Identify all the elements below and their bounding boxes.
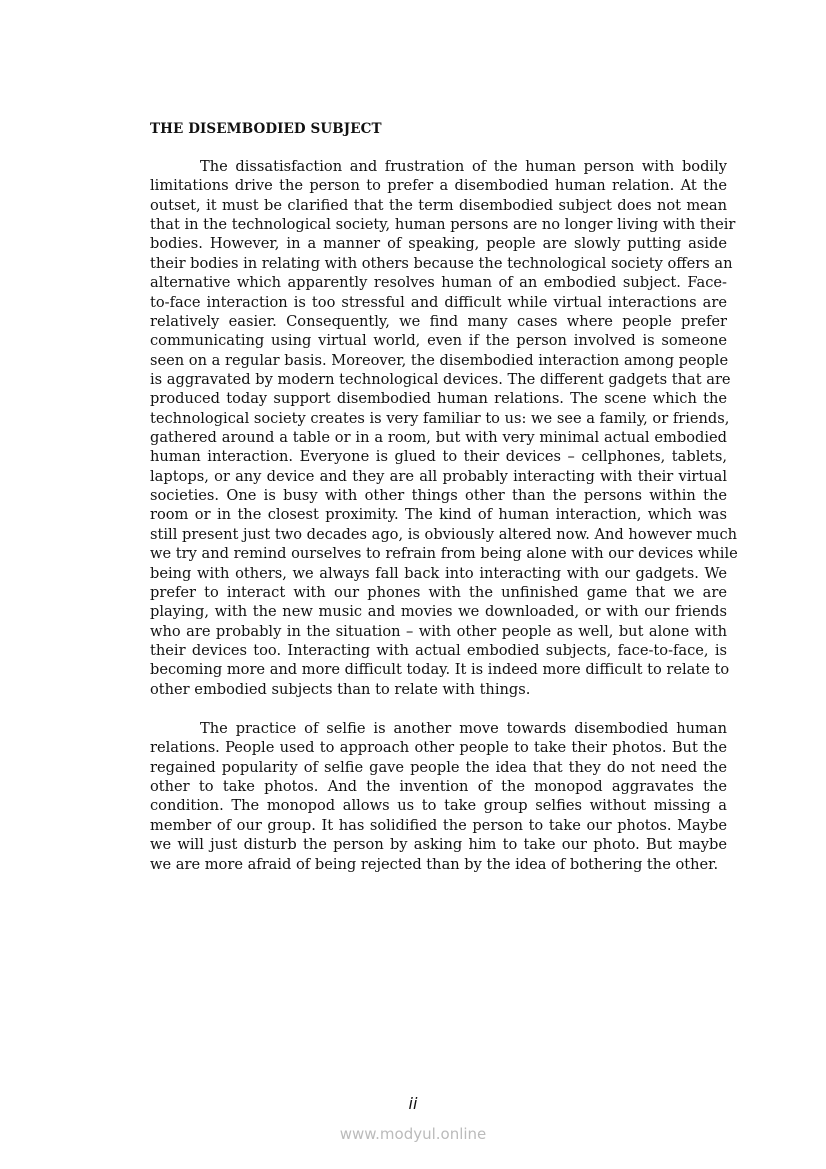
text-line: condition. The monopod allows us to take group selfies without missing a [150,797,727,815]
section-heading: THE DISEMBODIED SUBJECT [150,121,382,137]
text-line: limitations drive the person to prefer a disembodied human relation. At the [150,177,727,195]
text-line: prefer to interact with our phones with the unfinished game that we are [150,583,727,601]
text-line: becoming more and more difficult today. It is indeed more difficult to relate to [150,661,730,679]
page-number: ii [408,1094,418,1113]
text-line: gathered around a table or in a room, but with very minimal actual embodied [150,429,727,447]
text-line: societies. One is busy with other things other than the persons within the [150,487,727,505]
text-line: laptops, or any device and they are all probably interacting with their virtual [150,467,727,485]
text-line: alternative which apparently resolves human of an embodied subject. Face- [150,274,727,292]
text-line: to-face interaction is too stressful and difficult while virtual interactions are [150,293,727,311]
text-line: relatively easier. Consequently, we find many cases where people prefer [150,312,727,330]
text-line: still present just two decades ago, is obviously altered now. And however much [150,525,738,543]
text-line: produced today support disembodied human relations. The scene which the [150,390,727,408]
text-line: we try and remind ourselves to refrain from being alone with our devices while [150,545,738,563]
text-line: outset, it must be clarified that the term disembodied subject does not mean [150,196,727,214]
text-line: regained popularity of selfie gave people the idea that they do not need the [150,758,727,776]
text-line: The dissatisfaction and frustration of the human person with bodily [200,158,727,175]
text-line: member of our group. It has solidified the person to take our photos. Maybe [150,816,727,834]
text-line: that in the technological society, human persons are no longer living with their [150,216,736,234]
text-line: being with others, we always fall back into interacting with our gadgets. We [150,564,727,582]
text-line: bodies. However, in a manner of speaking, people are slowly putting aside [150,235,727,253]
text-line: relations. People used to approach other people to take their photos. But the [150,739,727,757]
text-line: The practice of selfie is another move towards disembodied human [200,720,727,737]
text-line: we will just disturb the person by asking him to take our photo. But maybe [150,836,727,854]
text-line: human interaction. Everyone is glued to their devices – cellphones, tablets, [150,448,727,466]
watermark: www.modyul.online [339,1125,487,1143]
text-line: who are probably in the situation – with other people as well, but alone with [150,622,727,640]
text-line: is aggravated by modern technological devices. The different gadgets that are [150,370,731,388]
text-line: technological society creates is very familiar to us: we see a family, or friends, [150,409,730,427]
text-line: other to take photos. And the invention of the monopod aggravates the [150,778,727,796]
text-line: room or in the closest proximity. The kind of human interaction, which was [150,506,727,524]
text-line: communicating using virtual world, even if the person involved is someone [150,332,727,350]
text-line: other embodied subjects than to relate with things. [150,680,531,698]
text-line: their bodies in relating with others because the technological society offers an [150,254,733,272]
text-line: we are more afraid of being rejected than by the idea of bothering the other. [150,855,719,873]
text-line: their devices too. Interacting with actual embodied subjects, face-to-face, is [150,641,727,659]
text-line: playing, with the new music and movies we downloaded, or with our friends [150,603,727,621]
text-line: seen on a regular basis. Moreover, the disembodied interaction among people [150,351,729,369]
paragraph-2 [150,719,727,874]
paragraph-1 [150,157,738,699]
